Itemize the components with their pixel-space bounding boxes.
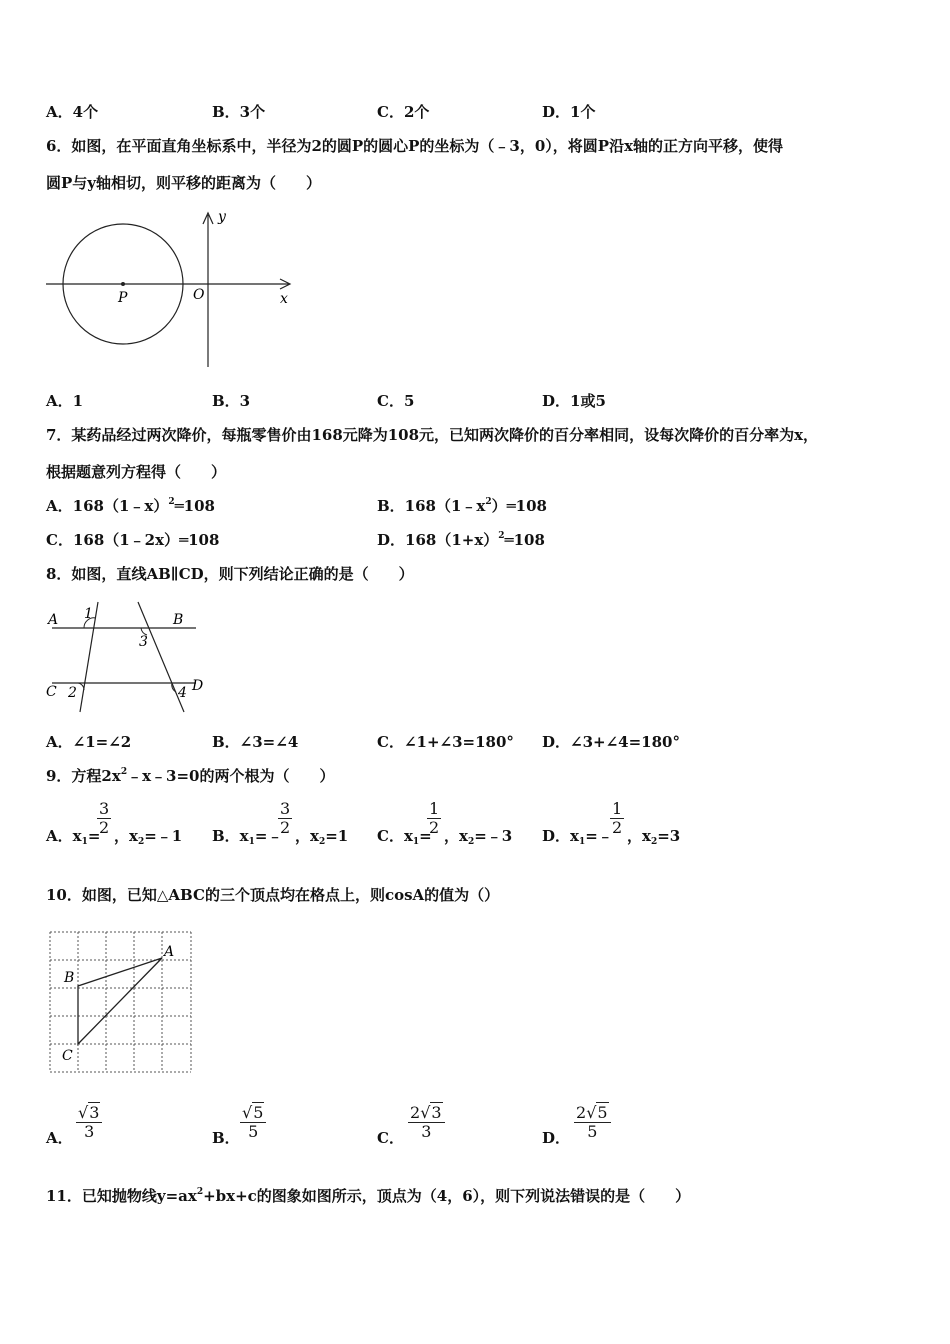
q7-option-d: D．$168(1+x)^2═108$ xyxy=(377,531,545,549)
q8-stem: 8．如图，直线AB∥CD，则下列结论正确的是（ ） xyxy=(46,565,414,583)
q8-option-b: B．∠3=∠4 xyxy=(212,733,299,751)
q10-option-a-fraction: √3 3 xyxy=(76,1104,102,1141)
q9-option-b-rest: ，$x_2=1$ xyxy=(295,827,349,847)
q7-stem-line2: 根据题意列方程得（ ） xyxy=(46,463,227,481)
q10-option-c-label: C． xyxy=(377,1129,404,1147)
q6-center-point xyxy=(121,282,125,286)
q10-label-c: C xyxy=(62,1048,73,1064)
q9-option-b-fraction: 3 2 xyxy=(280,799,291,837)
q6-stem-line2: 圆P与y轴相切，则平移的距离为（ ） xyxy=(46,174,321,192)
q10-option-d-label: D． xyxy=(542,1129,571,1147)
q9-option-a-label: A．$x_1=$ xyxy=(46,827,101,847)
q7-option-c: C．168（1﹣2x）═108 xyxy=(46,531,220,549)
q10-option-a-label: A． xyxy=(46,1129,73,1147)
q10-option-c-fraction: 2√3 3 xyxy=(408,1104,445,1141)
q9-option-c-label: C．$x_1=$ xyxy=(377,827,432,847)
q9-option-c-fraction: 1 2 xyxy=(429,799,440,837)
q8-label-c: C xyxy=(46,684,57,700)
q9-option-d-rest: ，$x_2=3$ xyxy=(627,827,681,847)
q10-grid-triangle-figure xyxy=(44,926,200,1078)
q6-label-x: x xyxy=(280,291,288,307)
q7-option-b: B．$168(1﹣x^2)═108$ xyxy=(377,497,547,515)
q8-label-3: 3 xyxy=(139,634,148,650)
q8-parallel-lines-figure xyxy=(44,598,212,716)
q9-option-a-rest: ，$x_2=﹣1$ xyxy=(114,827,183,847)
q10-label-a: A xyxy=(164,944,175,960)
q8-option-a: A．∠1=∠2 xyxy=(46,733,132,751)
q9-option-b-label: B．$x_1=﹣$ xyxy=(212,827,283,847)
q10-triangle-abc xyxy=(78,958,162,1044)
q8-label-d: D xyxy=(192,678,204,694)
q10-label-b: B xyxy=(64,970,75,986)
q7-option-a: A．168（1﹣x）$^2$═108 xyxy=(46,497,215,515)
q11-stem: 11．已知抛物线$y=ax^2+bx+c$的图象如图所示，顶点为（4，6），则下列说法错误的是（ ） xyxy=(46,1187,691,1205)
q8-option-d: D．∠3+∠4=180° xyxy=(542,733,680,751)
q6-circle-figure xyxy=(44,207,299,370)
q9-option-a-fraction: 3 2 xyxy=(99,799,110,837)
q5-option-b: B．3个 xyxy=(212,103,266,121)
q9-option-c-rest: ，$x_2=﹣3$ xyxy=(444,827,513,847)
q9-stem: 9．方程$2x^2﹣x﹣3=0$的两个根为（ ） xyxy=(46,767,335,785)
q6-label-y: y xyxy=(218,209,226,225)
q6-label-p: P xyxy=(118,290,128,306)
q6-option-a: A．1 xyxy=(46,392,84,410)
q10-option-b-label: B． xyxy=(212,1129,240,1147)
q6-option-d: D．1或5 xyxy=(542,392,606,410)
q5-option-c: C．2个 xyxy=(377,103,430,121)
q9-option-d-label: D．$x_1=﹣$ xyxy=(542,827,613,847)
q8-label-b: B xyxy=(173,612,184,628)
q8-label-2: 2 xyxy=(68,685,77,701)
q8-label-a: A xyxy=(48,612,59,628)
q7-stem-line1: 7．某药品经过两次降价，每瓶零售价由168元降为108元，已知两次降价的百分率相同，设每次降价的百分率为x， xyxy=(46,426,819,444)
q10-option-d-fraction: 2√5 5 xyxy=(574,1104,611,1141)
q8-option-c: C．∠1+∠3=180° xyxy=(377,733,514,751)
q9-option-d-fraction: 1 2 xyxy=(612,799,623,837)
q5-option-a: A．4个 xyxy=(46,103,99,121)
q6-stem-line1: 6．如图，在平面直角坐标系中，半径为2的圆P的圆心P的坐标为（﹣3，0），将圆P沿x轴的正方向平移，使得 xyxy=(46,137,784,155)
q10-stem: 10．如图，已知△ABC的三个顶点均在格点上，则cosA的值为（） xyxy=(46,886,500,904)
q6-option-c: C．5 xyxy=(377,392,415,410)
q10-option-b-fraction: √5 5 xyxy=(240,1104,266,1141)
q8-label-4: 4 xyxy=(178,685,187,701)
q8-label-1: 1 xyxy=(84,606,93,622)
q5-option-d: D．1个 xyxy=(542,103,596,121)
q6-label-o: O xyxy=(193,287,205,303)
q6-option-b: B．3 xyxy=(212,392,251,410)
